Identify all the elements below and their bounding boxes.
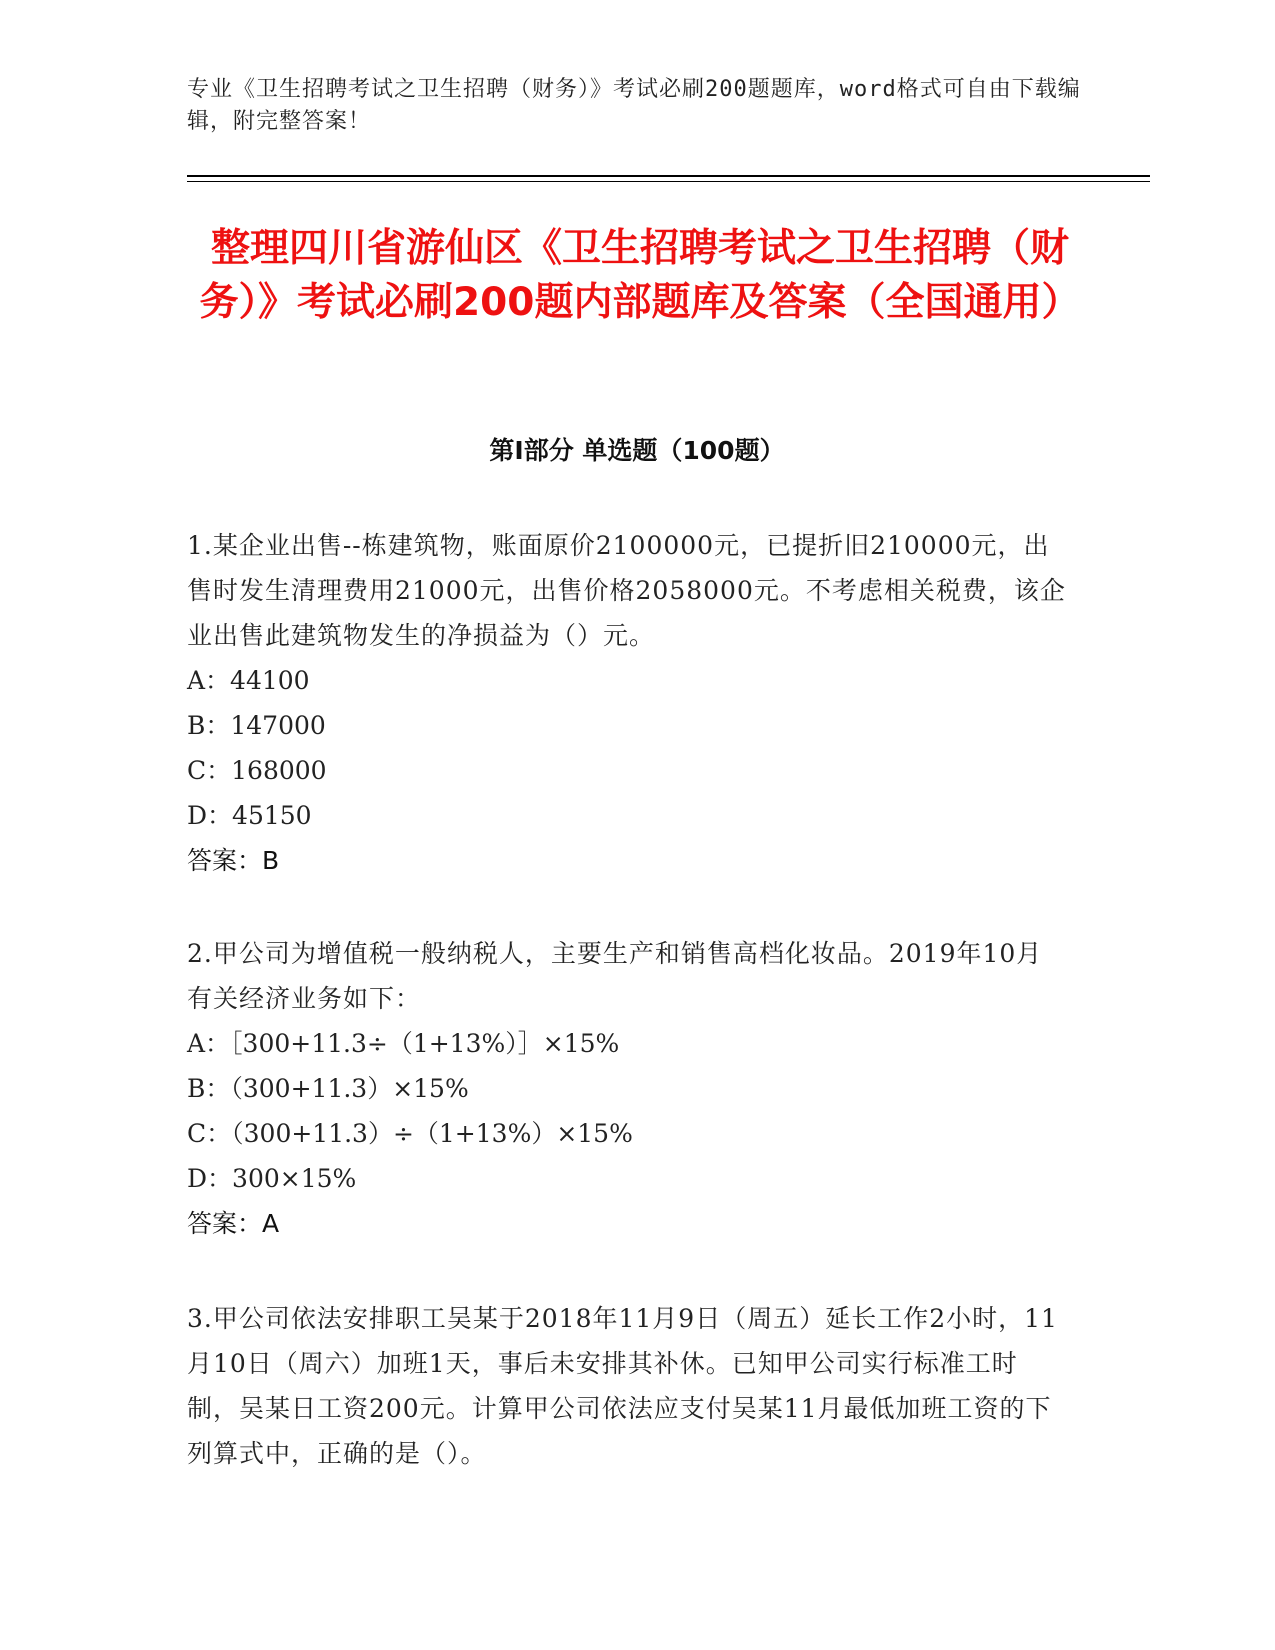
option-c: C：168000 [187,756,327,785]
option-d: D：300×15% [187,1164,357,1193]
header-rule [187,175,1150,177]
option-b: B：147000 [187,711,326,740]
section-title: 第Ⅰ部分 单选题（100题） [489,436,785,465]
question-3 [187,1296,1067,1476]
option-d: D：45150 [187,801,312,830]
option-a: A：44100 [187,666,310,695]
question-1 [187,523,1067,883]
answer: 答案：B [187,846,280,875]
question-text: 1.某企业出售--栋建筑物，账面原价2100000元，已提折旧210000元，出售时发生清理费用21000元，出售价格2058000元。不考虑相关税费，该企业出售此建筑物发生的净损益为（）元。 [187,531,1066,650]
question-text: 3.甲公司依法安排职工吴某于2018年11月9日（周五）延长工作2小时，11月10日（周六）加班1天，事后未安排其补休。已知甲公司实行标准工时制，吴某日工资200元。计算甲公司依法应支付吴某11月最低加班工资的下列算式中，正确的是（）。 [187,1304,1058,1468]
answer: 答案：A [187,1209,280,1238]
document-title: 整理四川省游仙区《卫生招聘考试之卫生招聘（财务）》考试必刷200题内部题库及答案（全国通用） [199,226,1081,325]
header-rule-thin [187,181,1150,182]
option-a: A：［300+11.3÷（1+13%）］×15% [187,1029,620,1058]
option-c: C：（300+11.3）÷（1+13%）×15% [187,1119,633,1148]
question-2 [187,931,1067,1246]
question-text: 2.甲公司为增值税一般纳税人，主要生产和销售高档化妆品。2019年10月有关经济业务如下： [187,939,1043,1013]
option-b: B：（300+11.3）×15% [187,1074,469,1103]
header-note: 专业《卫生招聘考试之卫生招聘（财务）》考试必刷200题题库，word格式可自由下载编辑，附完整答案！ [187,77,1081,134]
